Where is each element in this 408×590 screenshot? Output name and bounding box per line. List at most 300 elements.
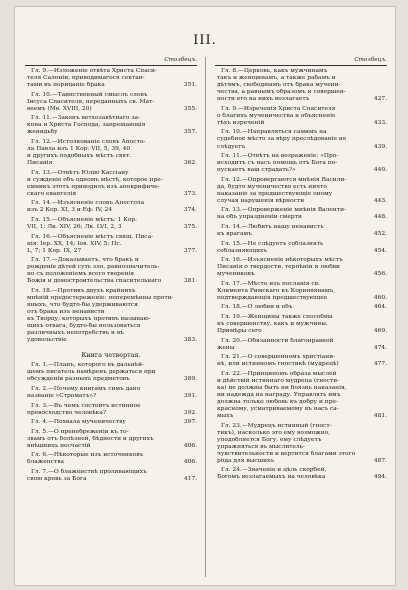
toc-entry-text: щихъ отвага, будто-бы пользоваться	[27, 323, 141, 330]
toc-entry-line	[25, 386, 197, 393]
toc-entry-line	[215, 474, 387, 481]
toc-entry-text: случая нарушенія вѣрности	[217, 197, 305, 204]
toc-entry-text: превосходство человѣка?	[27, 409, 107, 416]
toc-entry-page	[177, 316, 197, 323]
toc-entry-text: Гл. 5.—О пренебреженіи къ то-	[31, 428, 129, 435]
toc-entry-line	[215, 458, 387, 465]
toc-entry-page	[367, 444, 387, 451]
toc-entry-line	[25, 469, 197, 476]
toc-entry-page: 474.	[373, 344, 387, 351]
toc-entry-page: 362.	[183, 160, 197, 167]
toc-entry-line	[215, 430, 387, 437]
toc-entry-text: удовольствіе	[27, 337, 67, 344]
left-column	[25, 57, 197, 485]
toc-entry-text: наказаніе за предшествующіе оному	[217, 190, 333, 197]
toc-entry-text: изъ 2 Кор. XI, 3 и Еф. IV, 24	[27, 207, 113, 214]
toc-entry-line	[25, 68, 197, 75]
toc-entry-page: 392.	[183, 409, 197, 416]
toc-entry-page	[177, 234, 197, 241]
toc-entry-text: Гл. 20.—Обязанности благонравной	[221, 337, 334, 344]
toc-entry-text: Гл. 16.—Объясненіе мѣстъ свящ. Писа-	[31, 233, 154, 240]
toc-entry-text: Гл. 21.—О совершенномъ христіани-	[221, 354, 336, 361]
toc-entry-text: Гл. 14.—Изъясненіе словъ Апостола	[31, 200, 145, 207]
toc-entry-line	[215, 314, 387, 321]
toc-entry-line	[25, 264, 197, 271]
toc-entry-text: да, будто мученичество есть ничто	[217, 183, 327, 190]
toc-entry-page	[367, 264, 387, 271]
toc-entry-line	[25, 153, 197, 160]
toc-entry-page	[177, 200, 197, 207]
toc-entry-text: жены	[217, 344, 235, 351]
toc-entry-text: къ Творцу; которыхъ противъ вызываю-	[27, 316, 151, 323]
toc-entry-text: пускаетъ ваш страдать?»	[217, 167, 296, 174]
toc-entry-page	[367, 241, 387, 248]
toc-entry-text: внѣшнихъ несчастій	[27, 442, 91, 449]
toc-entry-text: мучениковъ	[217, 271, 255, 278]
toc-entry-line	[215, 378, 387, 385]
toc-entry-line	[25, 323, 197, 330]
toc-entry-line	[25, 257, 197, 264]
toc-entry-page	[177, 115, 197, 122]
toc-entry-page	[367, 184, 387, 191]
toc-entry-text: названіе «Строматъ»?	[27, 392, 97, 399]
toc-entry-line	[25, 75, 197, 82]
toc-entry-page	[177, 436, 197, 443]
toc-entry-line	[25, 129, 197, 136]
toc-entry-page	[367, 106, 387, 113]
toc-entry-line	[25, 184, 197, 191]
toc-entry-line	[25, 106, 197, 113]
toc-entry-line	[215, 399, 387, 406]
toc-entry-line	[25, 288, 197, 295]
toc-entry-line	[215, 437, 387, 444]
toc-entry-line	[215, 321, 387, 328]
toc-entry-page	[177, 452, 197, 459]
toc-entry-text: Гл. 15.—Не слѣдуетъ соблазнять	[221, 240, 324, 247]
toc-entry-line	[25, 476, 197, 483]
toc-entry-page	[367, 281, 387, 288]
toc-entry-line	[25, 115, 197, 122]
toc-entry-text: дѣтямъ, свободнымъ отъ брака мучени-	[217, 82, 341, 89]
toc-entry-text: Гл. 8.—Церковь, какъ мужчинамъ	[221, 68, 328, 75]
toc-entry-page	[367, 136, 387, 143]
toc-entry-page	[367, 338, 387, 345]
toc-entry-page	[177, 386, 197, 393]
toc-entry-line	[25, 410, 197, 417]
right-column	[215, 57, 387, 484]
toc-entry-line	[25, 429, 197, 436]
toc-entry-page: 448.	[373, 214, 387, 221]
toc-entry	[25, 234, 197, 255]
toc-entry-page: 357.	[183, 129, 197, 136]
right-column-header: Столбецъ.	[215, 57, 387, 66]
toc-entry-line	[215, 191, 387, 198]
toc-entry-line	[25, 337, 197, 344]
toc-entry	[215, 467, 387, 481]
toc-entry-text: Гл. 12.—Опровергаются мнѣнія Васили-	[221, 176, 347, 183]
toc-entry-text: ѳеемъ (Мѳ. XVIII, 20)	[27, 105, 92, 112]
toc-entry-text: Гл. 1.—Планъ, которого въ дальнѣй-	[31, 362, 144, 369]
toc-entry-line	[25, 459, 197, 466]
toc-entry	[215, 354, 387, 368]
toc-entry-page: 481.	[373, 413, 387, 420]
toc-entry-text: Писанія о твердости, терпѣніи и любви	[217, 264, 340, 271]
toc-entry-text: мыхъ	[217, 413, 234, 420]
toc-entry-line	[215, 406, 387, 413]
toc-entry	[25, 386, 197, 400]
toc-entry-line	[25, 309, 197, 316]
toc-entry-page: 417.	[183, 475, 197, 482]
toc-entry-line	[25, 234, 197, 241]
toc-entry-text: и другихъ подобныхъ мѣстъ свят.	[27, 153, 132, 160]
toc-entry-page	[367, 354, 387, 361]
toc-entry	[25, 288, 197, 344]
toc-entry-page	[177, 264, 197, 271]
toc-entry-text: красному, усматриваемому въ насъ са-	[217, 406, 339, 413]
toc-entry-page: 389.	[183, 376, 197, 383]
toc-entry-text: о благихъ мученичества и объясненіе	[217, 112, 336, 119]
toc-entry-line	[25, 160, 197, 167]
toc-entry-page	[177, 369, 197, 376]
toc-entry-page: 375.	[183, 223, 197, 230]
toc-entry-page: 397.	[183, 419, 197, 426]
toc-entry-line	[25, 241, 197, 248]
toc-entry-text: подтверждающія предшествующее	[217, 294, 328, 301]
toc-entry-line	[215, 338, 387, 345]
toc-entry-line	[25, 403, 197, 410]
toc-entry-page	[367, 385, 387, 392]
toc-entry-line	[25, 248, 197, 255]
toc-entry-text: блаженства	[27, 459, 65, 466]
toc-entry-line	[215, 392, 387, 399]
toc-entry-line	[25, 99, 197, 106]
toc-entry-text: мнѣній предостереженіе: поперемѣнны проти-	[27, 294, 174, 301]
toc-entry-line	[215, 345, 387, 352]
toc-entry-text: судебное мѣсто за вѣру преслѣдованіе не	[217, 136, 347, 143]
toc-entry-line	[215, 281, 387, 288]
toc-entry-line	[215, 444, 387, 451]
book-title: Книга четвертая.	[81, 351, 141, 360]
toc-entry-page	[367, 160, 387, 167]
toc-entry-line	[215, 241, 387, 248]
toc-entry-line	[25, 452, 197, 459]
toc-entry-text: Гл. 13.—Опроверженіе мнѣнія Валенти-	[221, 207, 346, 214]
toc-entry-page	[367, 288, 387, 295]
toc-entry-page: 381.	[183, 278, 197, 285]
toc-entry-text: Гл. 13.—Отвѣтъ Юлію Кассіану	[31, 169, 129, 176]
toc-entry-text: Гл. 17.—Мѣсто изъ посланія св.	[221, 280, 320, 287]
toc-entry-line	[25, 170, 197, 177]
toc-entry-text: Гл. 24.—Значеніе и цѣль скорбей,	[221, 467, 327, 474]
toc-entry-page: 377.	[183, 247, 197, 254]
toc-entry-text: VII, 1; Лк. XIV, 26; Лк. LVI, 2, 3	[27, 223, 122, 230]
toc-entry-line	[215, 153, 387, 160]
toc-entry-page	[177, 99, 197, 106]
toc-entry-line	[215, 295, 387, 302]
toc-entry-line	[25, 419, 197, 426]
toc-entry-text: Гл. 10.—Таинственный смыслъ словъ	[31, 91, 148, 98]
toc-entry-text: тикъ), насколько это ему возможно,	[217, 429, 331, 436]
toc-entry-text: уподобляется Богу, ему слѣдуетъ	[217, 436, 322, 443]
toc-entry-page: 443.	[373, 197, 387, 204]
toc-entry-page	[177, 139, 197, 146]
toc-entry-line	[215, 96, 387, 103]
toc-entry-line	[25, 271, 197, 278]
toc-entry-page	[367, 177, 387, 184]
toc-entry-text: Гл. 15.—Объясненіе мѣстъ: 1 Кор.	[31, 216, 138, 223]
toc-entry-page: 460.	[373, 294, 387, 301]
toc-entry-line	[215, 68, 387, 75]
toc-entry-line	[25, 224, 197, 231]
toc-entry-line	[215, 328, 387, 335]
toc-entry-page	[177, 68, 197, 75]
toc-entry-text: L, 7; 1 Кор. IX, 27	[27, 247, 82, 254]
toc-entry	[25, 200, 197, 214]
toc-entry-page: 427.	[373, 96, 387, 103]
toc-entry-page	[177, 429, 197, 436]
toc-entry-page	[367, 89, 387, 96]
toc-entry-text: Божія и домостроительства спасительнаго	[27, 278, 162, 285]
toc-entry-page: 487.	[373, 457, 387, 464]
toc-entry-text: Гл. 9.—Изложеніе отвѣта Христа Спаси-	[31, 68, 157, 75]
toc-entry-page	[367, 129, 387, 136]
toc-entry-line	[215, 248, 387, 255]
toc-entry-page: 406.	[183, 459, 197, 466]
toc-entry-page	[177, 257, 197, 264]
toc-entry-line	[215, 89, 387, 96]
toc-entry-text: тами въ порицаніе брака	[27, 82, 105, 89]
toc-entry	[215, 153, 387, 174]
toc-entry-line	[215, 120, 387, 127]
toc-entry-text: обсужденіи разныхъ предметовъ	[27, 376, 130, 383]
page-number: III.	[193, 33, 217, 48]
toc-entry	[215, 423, 387, 465]
toc-entry-page	[367, 68, 387, 75]
toc-entry-text: различныхъ непотребствъ и въ	[27, 330, 124, 337]
toc-entry-page	[367, 399, 387, 406]
toc-entry-page	[367, 406, 387, 413]
toc-entry-page: 464.	[373, 304, 387, 311]
toc-entry-line	[25, 207, 197, 214]
toc-entry-page: 469.	[373, 328, 387, 335]
toc-entry-page	[367, 153, 387, 160]
toc-entry-text: Гл. 11.—Законъ ветхозавѣтнаго за-	[31, 115, 141, 122]
toc-entry-page	[177, 170, 197, 177]
toc-entry-line	[25, 146, 197, 153]
toc-entry-page	[367, 113, 387, 120]
toc-entry	[215, 129, 387, 150]
toc-entry-text: соблазняющихъ	[217, 247, 268, 254]
toc-entry-page: 351.	[183, 82, 197, 89]
toc-entry-line	[215, 354, 387, 361]
toc-entry-line	[25, 362, 197, 369]
toc-entry-text: Гл. 22.—Принципомъ образа мыслей	[221, 370, 337, 377]
toc-entry-page	[367, 82, 387, 89]
toc-entry-text: къ врагамъ	[217, 231, 252, 238]
toc-entry-line	[215, 423, 387, 430]
toc-entry-page	[367, 378, 387, 385]
toc-entry-page	[367, 451, 387, 458]
toc-entry-line	[215, 224, 387, 231]
toc-entry-line	[215, 264, 387, 271]
column-divider	[205, 57, 206, 577]
toc-entry-page	[367, 314, 387, 321]
toc-entry-page	[177, 217, 197, 224]
toc-entry-page: 406.	[183, 442, 197, 449]
toc-entry-text: но съ положеніемъ всего творенія	[27, 271, 134, 278]
toc-entry	[215, 338, 387, 352]
toc-entry-line	[25, 369, 197, 376]
right-entries	[215, 68, 387, 481]
toc-entry	[25, 92, 197, 113]
toc-entry-text: Гл. 9.—Изреченія Христа Спасителя	[221, 105, 336, 112]
toc-entry-line	[215, 136, 387, 143]
toc-entry-line	[25, 302, 197, 309]
toc-entry	[215, 106, 387, 127]
toc-entry-line	[25, 443, 197, 450]
toc-entry-page: 440.	[373, 167, 387, 174]
toc-entry-line	[25, 330, 197, 337]
toc-entry-page	[367, 437, 387, 444]
toc-entry	[215, 177, 387, 205]
toc-entry-text: теля Салоніи, приводимагося сектан-	[27, 75, 145, 82]
toc-entry-page	[177, 75, 197, 82]
toc-entry-line	[215, 177, 387, 184]
toc-entry-page	[177, 184, 197, 191]
toc-entry-page	[177, 122, 197, 129]
toc-entry-line	[25, 295, 197, 302]
toc-entry-line	[215, 144, 387, 151]
left-entries-after	[25, 362, 197, 483]
toc-entry-text: Гл. 10.—Направляться самимъ на	[221, 129, 327, 136]
toc-entry-text: исходитъ съ насъ помощь отъ Бога по-	[217, 160, 338, 167]
toc-entry-line	[215, 198, 387, 205]
toc-entry-text: Гл. 6.—Нѣкоторые изъ источниковъ	[31, 452, 144, 459]
toc-entry-page: 439.	[373, 143, 387, 150]
toc-entry-line	[215, 106, 387, 113]
toc-entry	[25, 429, 197, 450]
toc-entry-line	[215, 160, 387, 167]
toc-entry	[25, 419, 197, 426]
toc-entry-line	[215, 257, 387, 264]
toc-entry-page	[367, 321, 387, 328]
toc-entry-text: Гл. 18.—О любви и объ	[221, 304, 293, 311]
toc-entry	[25, 170, 197, 198]
toc-entry-text: нѣ, или истинномъ гностикѣ (мудрецѣ)	[217, 361, 339, 368]
toc-entry-line	[25, 278, 197, 285]
toc-entry-line	[215, 304, 387, 311]
toc-entry-text: рожденіе дѣтей суть зло, равнозначитель-	[27, 264, 160, 271]
left-entries-before	[25, 68, 197, 344]
toc-entry-text: тѣхъ изреченій	[217, 119, 265, 126]
toc-entry-page	[367, 191, 387, 198]
toc-entry-text: Гл. 23.—Мудрецъ истинный (гност-	[221, 422, 332, 429]
toc-entry-line	[25, 316, 197, 323]
toc-entry-page	[177, 271, 197, 278]
toc-entry-page	[367, 467, 387, 474]
toc-entry-page: 355.	[183, 105, 197, 112]
toc-entry-line	[215, 113, 387, 120]
toc-entry	[215, 304, 387, 311]
toc-entry-text: шемъ писатель намѣренъ держаться при	[27, 369, 156, 376]
toc-entry-line	[25, 217, 197, 224]
toc-entry	[25, 139, 197, 167]
toc-entry-text: скаго евангелія	[27, 190, 77, 197]
toc-entry-page	[367, 75, 387, 82]
toc-entry-text: Богомъ возлагаемыхъ на человѣка	[217, 474, 326, 481]
toc-entry-line	[215, 231, 387, 238]
toc-entry-text: Примѣры сего	[217, 328, 262, 335]
toc-entry-page	[367, 371, 387, 378]
toc-entry-line	[25, 200, 197, 207]
toc-entry-line	[25, 82, 197, 89]
toc-entry	[215, 281, 387, 302]
toc-entry-page	[367, 423, 387, 430]
toc-entry-text: и дѣйствій истиннаго мудреца (гности-	[217, 377, 340, 384]
toc-entry-page: 391.	[183, 392, 197, 399]
toc-entry-text: нія: Іер. XX, 14; Іов. XIV, 5; Пс.	[27, 240, 122, 247]
toc-entry-text: Гл. 14.—Любить нашу ненависть	[221, 223, 324, 230]
toc-entry-line	[25, 376, 197, 383]
toc-entry-line	[25, 177, 197, 184]
toc-entry	[215, 241, 387, 255]
toc-entry-page	[177, 362, 197, 369]
toc-entry-text: кона и Христа Господа, запрещающія	[27, 122, 146, 129]
toc-entry-text: женидьбу	[27, 129, 58, 136]
toc-entry	[25, 469, 197, 483]
toc-entry-text: Гл. 11.—Отвѣтъ на возраженіе: «Про-	[221, 153, 339, 160]
toc-entry-text: упражняться въ мыслитель-	[217, 443, 305, 450]
toc-entry-page	[367, 257, 387, 264]
toc-entry-page	[177, 153, 197, 160]
toc-entry-page: 456.	[373, 271, 387, 278]
toc-entry-line	[215, 385, 387, 392]
toc-entry-line	[215, 75, 387, 82]
toc-entry-page	[177, 177, 197, 184]
toc-entry-text: Гл. 16.—Изъясненіе нѣкоторыхъ мѣстъ	[221, 257, 343, 264]
toc-entry-page: 494.	[373, 474, 387, 481]
toc-entry	[25, 362, 197, 383]
toc-entry-text: отъ брака изъ ненависти	[27, 309, 105, 315]
toc-entry-line	[215, 167, 387, 174]
toc-entry-page	[177, 295, 197, 302]
toc-entry-text: свою кровь за Бога	[27, 475, 87, 482]
toc-entry-page: 374.	[183, 207, 197, 214]
toc-entry-line	[215, 214, 387, 221]
toc-entry-line	[25, 436, 197, 443]
toc-entry-text: слѣдуетъ	[217, 143, 246, 150]
book-page	[14, 6, 396, 586]
toc-entry-text: емникъ этотъ приводилъ изъ апокрифиче-	[27, 183, 160, 190]
toc-entry-text: Гл. 17.—Доказываетъ, что бракъ и	[31, 257, 139, 264]
toc-entry-line	[215, 271, 387, 278]
toc-entry-text: звамъ отъ болѣзней, бѣдности и другихъ	[27, 435, 154, 442]
toc-entry-page	[367, 207, 387, 214]
toc-entry-text: къ совершенству, какъ и мужчины.	[217, 321, 328, 328]
toc-entry-page: 433.	[373, 119, 387, 126]
toc-entry	[25, 403, 197, 417]
toc-entry-line	[25, 92, 197, 99]
toc-entry-page	[177, 241, 197, 248]
toc-entry	[25, 115, 197, 136]
toc-entry-line	[215, 451, 387, 458]
left-column-header: Столбецъ.	[25, 57, 197, 66]
toc-entry-text: чувствительности и вертится благами этого	[217, 450, 356, 457]
toc-entry-line	[215, 361, 387, 368]
toc-entry-line	[25, 191, 197, 198]
toc-entry-line	[25, 139, 197, 146]
toc-entry-page	[177, 330, 197, 337]
